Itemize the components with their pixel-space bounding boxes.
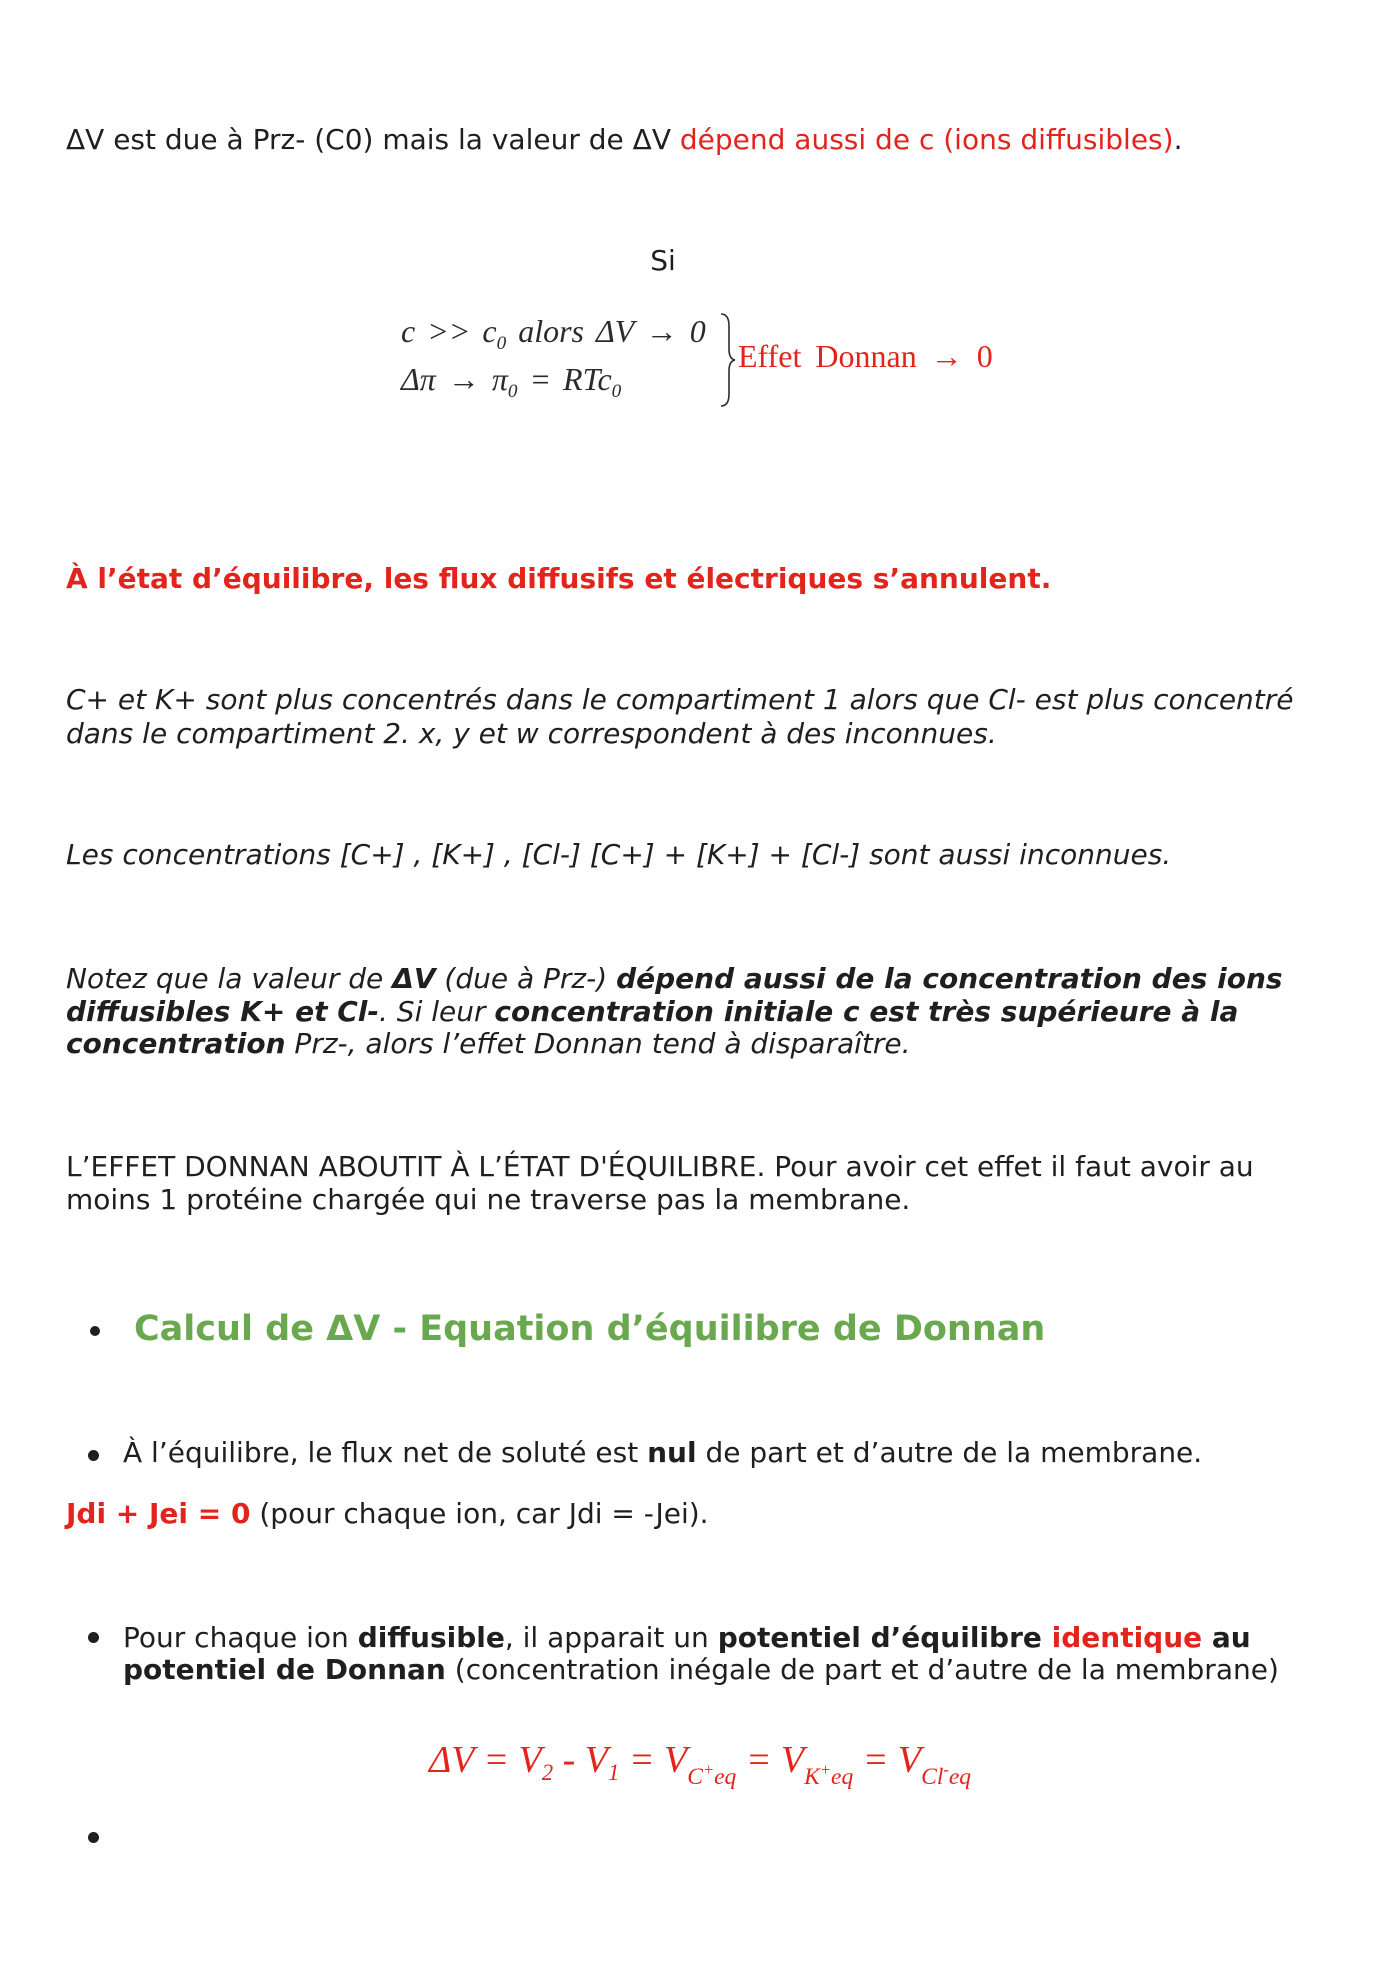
note-paragraph	[66, 963, 1356, 1061]
condition-line-2-start: Δπ → π	[401, 361, 508, 397]
note-line-1	[66, 963, 1356, 996]
note-emphasis: concentration	[66, 1027, 286, 1060]
eq-lhs: ΔV = V	[429, 1739, 542, 1781]
potential-emphasis: au	[1202, 1621, 1251, 1654]
note-text: Notez que la valeur de	[66, 962, 393, 995]
effect-line-2: moins 1 protéine chargée qui ne traverse pas la membrane.	[66, 1183, 911, 1216]
potential-emphasis: potentiel d’équilibre	[717, 1621, 1052, 1654]
flux-equation-formula: Jdi + Jei = 0	[66, 1497, 251, 1530]
potential-line-2	[123, 1654, 1363, 1686]
right-brace-icon	[719, 312, 737, 408]
unknowns-paragraph: Les concentrations [C+] , [K+] , [Cl-] [C+] + [K+] + [Cl-] sont aussi inconnues.	[66, 838, 1172, 871]
flux-equation	[66, 1497, 1356, 1531]
compartments-line-2: dans le compartiment 2. x, y et w correspondent à des inconnues.	[66, 717, 997, 750]
eq-k-subscript	[804, 1759, 854, 1790]
note-emphasis: ΔV	[392, 962, 436, 995]
eq-minus: - V	[553, 1739, 608, 1781]
list-bullet-icon	[88, 1632, 99, 1643]
condition-line-2-subscript-1: 0	[507, 380, 518, 402]
eq-c-ion: C	[687, 1763, 703, 1790]
compartments-paragraph	[66, 683, 1356, 751]
condition-line-1-end: alors ΔV → 0	[506, 313, 706, 349]
potential-text: Pour chaque ion	[123, 1621, 358, 1654]
effect-line-1: L’EFFET DONNAN ABOUTIT À L’ÉTAT D'ÉQUILIBRE. Pour avoir cet effet il faut avoir au	[66, 1150, 1254, 1183]
flux-text-end: de part et d’autre de la membrane.	[696, 1436, 1203, 1469]
eq-equals-cl: = V	[853, 1739, 922, 1781]
eq-cl-ion: Cl	[921, 1763, 944, 1790]
intro-paragraph	[66, 123, 1356, 157]
note-line-3	[66, 1028, 1356, 1061]
potential-emphasis: diffusible	[357, 1621, 505, 1654]
list-item-flux	[123, 1436, 1363, 1470]
eq-equals-k: = V	[736, 1739, 805, 1781]
eq-cl-subscript	[921, 1759, 972, 1790]
intro-text: ΔV est due à Prz- (C0) mais la valeur de ΔV	[66, 123, 680, 156]
flux-emphasis: nul	[647, 1436, 697, 1469]
eq-cl-eq: eq	[948, 1763, 972, 1790]
note-emphasis: dépend aussi de la concentration des ions	[616, 962, 1283, 995]
potential-line-1	[123, 1622, 1363, 1654]
potential-emphasis: potentiel de Donnan	[123, 1653, 446, 1686]
note-line-2	[66, 996, 1356, 1029]
flux-text: À l’équilibre, le flux net de soluté est	[123, 1436, 648, 1469]
effect-paragraph	[66, 1150, 1356, 1216]
eq-v2-index: 2	[541, 1759, 554, 1785]
eq-v1-index: 1	[607, 1759, 620, 1785]
eq-k-eq: eq	[831, 1763, 854, 1790]
potential-highlight: identique	[1051, 1621, 1203, 1654]
empty-list-bullet-icon	[88, 1832, 99, 1843]
donnan-potential-equation	[429, 1736, 971, 1791]
heading-bullet-icon	[90, 1326, 100, 1336]
donnan-condition-formula	[401, 312, 1021, 412]
list-bullet-icon	[88, 1450, 99, 1461]
intro-end: .	[1173, 123, 1183, 156]
list-item-potential	[123, 1622, 1363, 1686]
eq-c-charge: +	[702, 1759, 715, 1779]
note-text: (due à Prz-)	[435, 962, 617, 995]
eq-equals-c: = V	[619, 1739, 688, 1781]
compartments-line-1: C+ et K+ sont plus concentrés dans le compartiment 1 alors que Cl- est plus concentré	[66, 683, 1294, 716]
equilibrium-statement: À l’état d’équilibre, les flux diffusifs et électriques s’annulent.	[66, 562, 1052, 595]
note-emphasis: diffusibles K+ et Cl-	[66, 994, 379, 1028]
eq-c-eq: eq	[714, 1763, 737, 1790]
condition-line-1	[401, 312, 706, 356]
eq-cl-charge: -	[943, 1759, 949, 1779]
note-emphasis: concentration initiale c est très supérieure à la	[494, 994, 1239, 1028]
eq-c-subscript	[687, 1759, 737, 1790]
section-heading: Calcul de ΔV - Equation d’équilibre de Donnan	[134, 1309, 1046, 1349]
condition-line-2	[401, 360, 621, 404]
note-text: Prz-, alors l’effet Donnan tend à disparaître.	[285, 1027, 911, 1060]
condition-line-1-subscript: 0	[496, 332, 507, 354]
condition-line-2-subscript-2: 0	[611, 380, 622, 402]
note-text: . Si leur	[379, 994, 495, 1028]
condition-line-2-middle: = RTc	[517, 361, 612, 397]
potential-text: (concentration inégale de part et d’autre de la membrane)	[445, 1653, 1279, 1686]
eq-k-ion: K	[804, 1763, 820, 1790]
condition-result: Effet Donnan → 0	[738, 338, 993, 374]
eq-k-charge: +	[819, 1759, 832, 1779]
intro-highlight: dépend aussi de c (ions diffusibles)	[679, 123, 1174, 156]
flux-equation-comment: (pour chaque ion, car Jdi = -Jei).	[250, 1497, 709, 1530]
potential-text: , il apparait un	[504, 1621, 718, 1654]
condition-label: Si	[650, 244, 676, 277]
condition-line-1-start: c >> c	[401, 313, 497, 349]
